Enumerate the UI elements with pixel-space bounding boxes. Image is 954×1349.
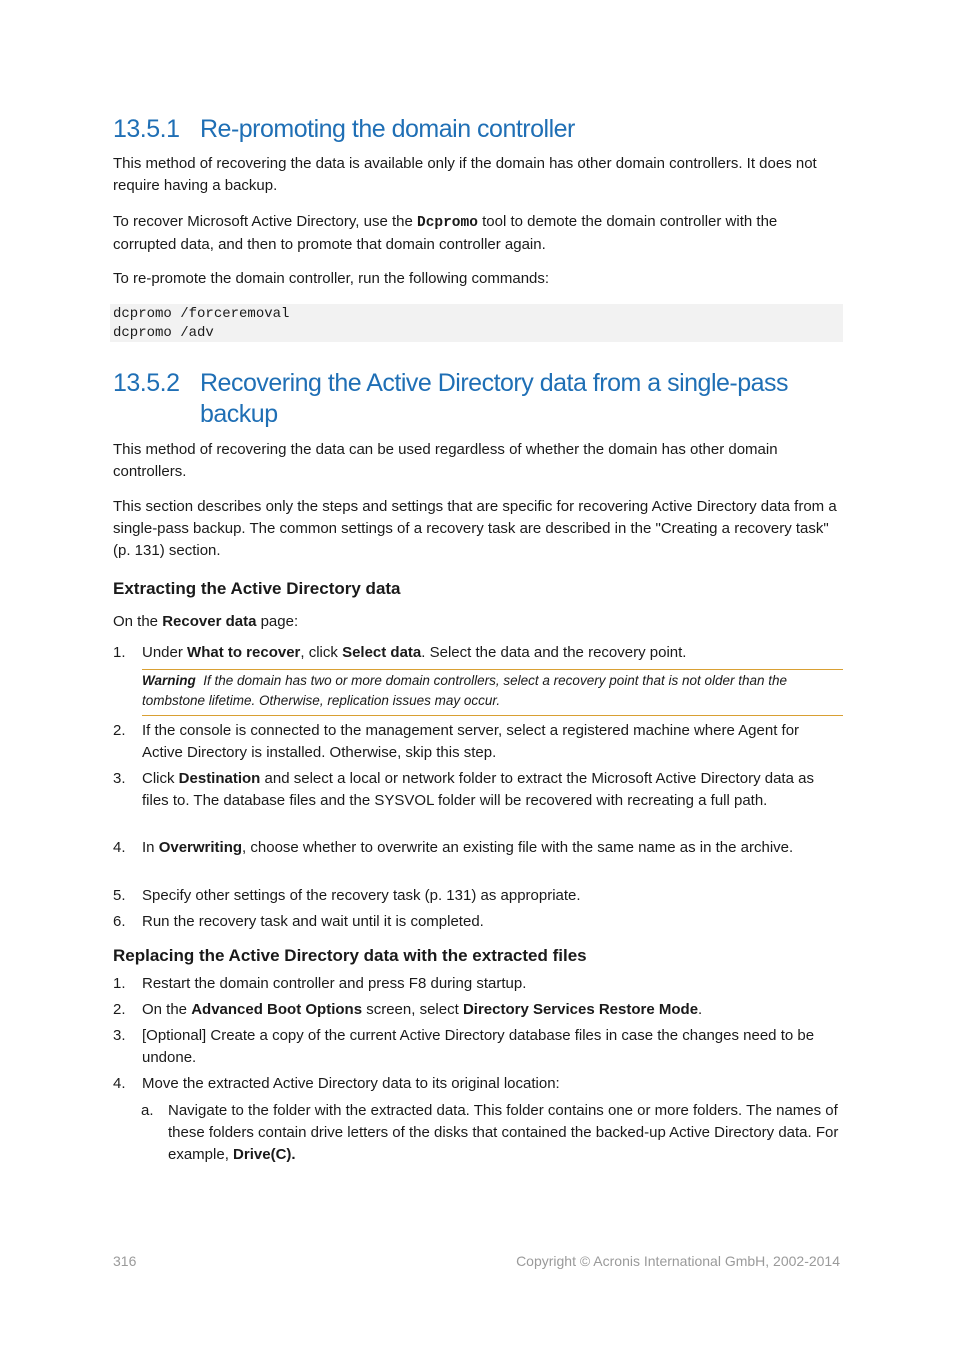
list-item: 5. Specify other settings of the recovery task (p. 131) as appropriate. <box>113 887 581 904</box>
subheading-extracting: Extracting the Active Directory data <box>113 579 401 598</box>
paragraph: On the Recover data page: <box>113 613 299 630</box>
list-item: 6. Run the recovery task and wait until it is completed. <box>113 913 484 930</box>
section-title: Recovering the Active Directory data from a single-pass backup <box>200 369 789 428</box>
warning-box <box>142 669 843 716</box>
paragraph: This section describes only the steps and settings that are specific for recovering Active Directory data from a single-pass backup. The common settings of a recovery task are described in the "Creating a recovery task" (p. 131) section. <box>113 498 837 559</box>
warning-text: If the domain has two or more domain controllers, select a recovery point that is not older than the tombstone lifetime. Otherwise, replication issues may occur. <box>142 673 788 708</box>
list-item: a. Navigate to the folder with the extracted data. This folder contains one or more folders. The names of these folders contain drive letters of the disks that contained the backed-up Active Directory data. For example, Drive(C). <box>141 1102 839 1163</box>
section-number: 13.5.2 <box>113 369 180 397</box>
paragraph: This method of recovering the data can be used regardless of whether the domain has other domain controllers. <box>113 441 778 480</box>
tool-name: Dcpromo <box>417 215 478 231</box>
section-heading-13-5-2 <box>113 368 840 430</box>
list-item: 4. In Overwriting, choose whether to overwrite an existing file with the same name as in the archive. <box>113 839 794 856</box>
list-item: 4. Move the extracted Active Directory data to its original location: <box>113 1075 560 1092</box>
warning-label: Warning <box>142 673 196 688</box>
list-item: 1. Restart the domain controller and press F8 during startup. <box>113 975 527 992</box>
paragraph: This method of recovering the data is available only if the domain has other domain controllers. It does not require having a backup. <box>113 155 817 194</box>
paragraph: To re-promote the domain controller, run the following commands: <box>113 270 550 287</box>
list-item: 2. On the Advanced Boot Options screen, select Directory Services Restore Mode. <box>113 1001 703 1018</box>
subheading-replacing: Replacing the Active Directory data with the extracted files <box>113 946 587 965</box>
list-item: 2. If the console is connected to the management server, select a registered machine where Agent for Active Directory is installed. Otherwise, skip this step. <box>113 722 800 761</box>
list-item: 3. [Optional] Create a copy of the current Active Directory database files in case the changes need to be undone. <box>113 1027 815 1066</box>
section-title: Re-promoting the domain controller <box>200 115 575 143</box>
page-number: 316 <box>113 1253 137 1269</box>
list-item: 3. Click Destination and select a local or network folder to extract the Microsoft Active Directory data as files to. The database files and the SYSVOL folder will be recovered with recreating a full path. <box>113 770 814 809</box>
code-line: dcpromo /forceremoval <box>113 306 290 322</box>
copyright: Copyright © Acronis International GmbH, 2002-2014 <box>516 1253 840 1269</box>
code-block <box>110 304 843 342</box>
paragraph: To recover Microsoft Active Directory, use the Dcpromo tool to demote the domain controller with the corrupted data, and then to promote that domain controller again. <box>113 213 778 253</box>
section-heading-13-5-1 <box>113 114 840 145</box>
section-number: 13.5.1 <box>113 115 180 143</box>
code-line: dcpromo /adv <box>113 325 214 341</box>
list-item: 1. Under What to recover, click Select data. Select the data and the recovery point. <box>113 644 687 661</box>
